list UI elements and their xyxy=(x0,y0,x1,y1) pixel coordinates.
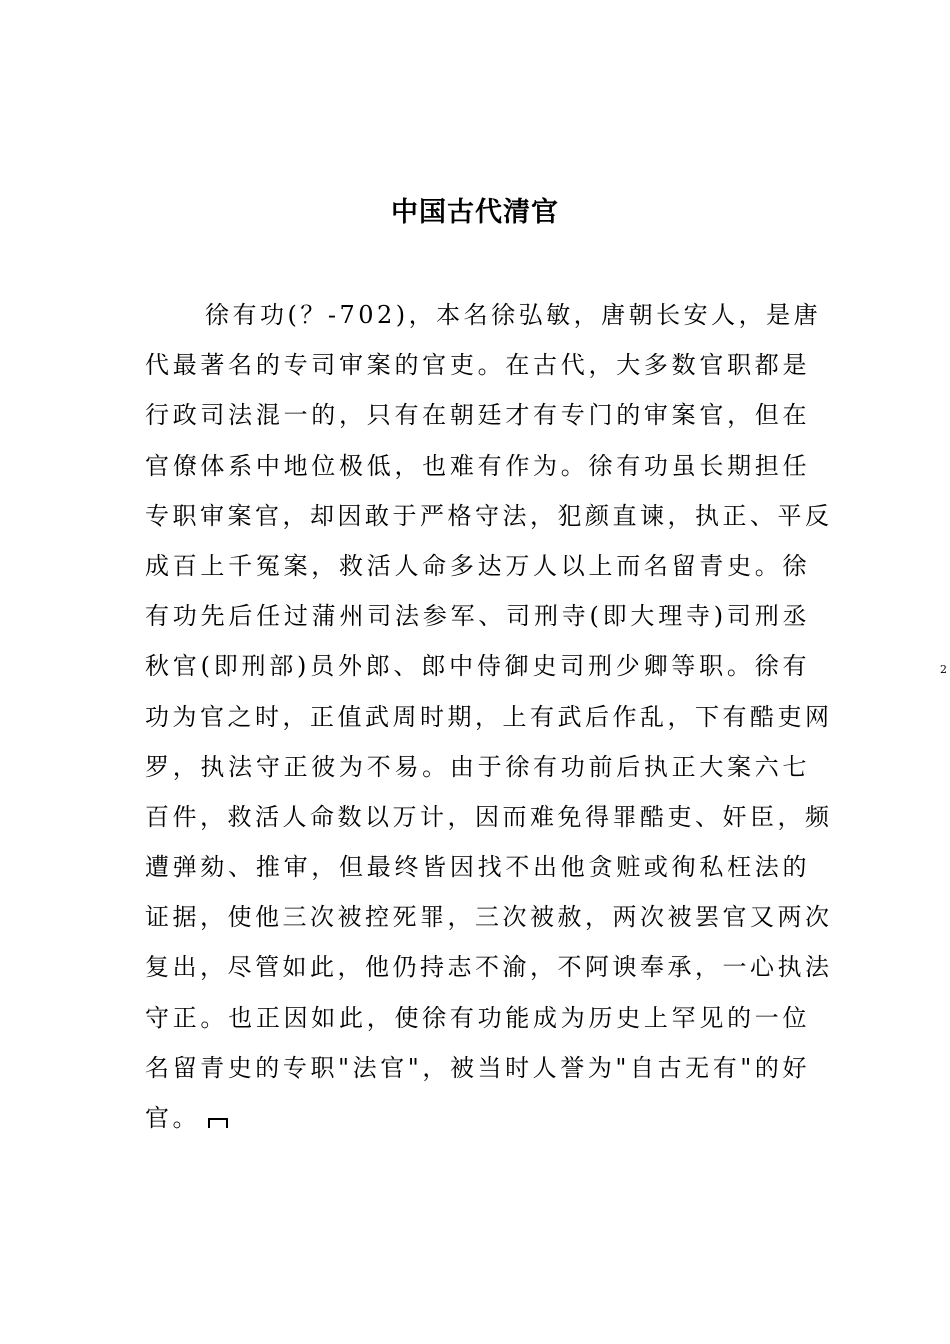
paragraph-line: 专职审案官，却因敢于严格守法，犯颜直谏，执正、平反 xyxy=(145,501,833,530)
body-paragraph xyxy=(145,290,833,1143)
paragraph-line: 复出，尽管如此，他仍持志不渝，不阿谀奉承，一心执法 xyxy=(145,953,833,982)
paragraph-line: 官。 xyxy=(145,1104,200,1132)
end-mark-icon xyxy=(208,1118,228,1128)
paragraph-line: 代最著名的专司审案的官吏。在古代，大多数官职都是 xyxy=(145,351,810,380)
paragraph-line: 罗，执法守正彼为不易。由于徐有功前后执正大案六七 xyxy=(145,752,810,781)
paragraph-line: 名留青史的专职"法官"，被当时人誉为"自古无有"的好 xyxy=(145,1053,810,1082)
paragraph-line: 行政司法混一的，只有在朝廷才有专门的审案官，但在 xyxy=(145,401,810,430)
paragraph-line: 徐有功(？-702)，本名徐弘敏，唐朝长安人，是唐 xyxy=(205,301,822,329)
paragraph-line: 百件，救活人命数以万计，因而难免得罪酷吏、奸臣，频 xyxy=(145,802,833,831)
paragraph-line: 有功先后任过蒲州司法参军、司刑寺(即大理寺)司刑丞 xyxy=(145,602,810,631)
paragraph-line: 功为官之时，正值武周时期，上有武后作乱，下有酷吏网 xyxy=(145,702,833,731)
paragraph-line: 秋官(即刑部)员外郎、郎中侍御史司刑少卿等职。徐有 xyxy=(145,652,810,681)
paragraph-line: 官僚体系中地位极低，也难有作为。徐有功虽长期担任 xyxy=(145,451,810,480)
paragraph-last-line xyxy=(145,1093,810,1143)
paragraph-line: 遭弹劾、推审，但最终皆因找不出他贪赃或徇私枉法的 xyxy=(145,853,810,882)
paragraph-line: 成百上千冤案，救活人命多达万人以上而名留青史。徐 xyxy=(145,551,810,580)
document-title: 中国古代清官 xyxy=(391,197,559,228)
paragraph-line: 守正。也正因如此，使徐有功能成为历史上罕见的一位 xyxy=(145,1003,810,1032)
paragraph-line: 证据，使他三次被控死罪，三次被赦，两次被罢官又两次 xyxy=(145,903,833,932)
page-number: 2 xyxy=(940,663,947,676)
